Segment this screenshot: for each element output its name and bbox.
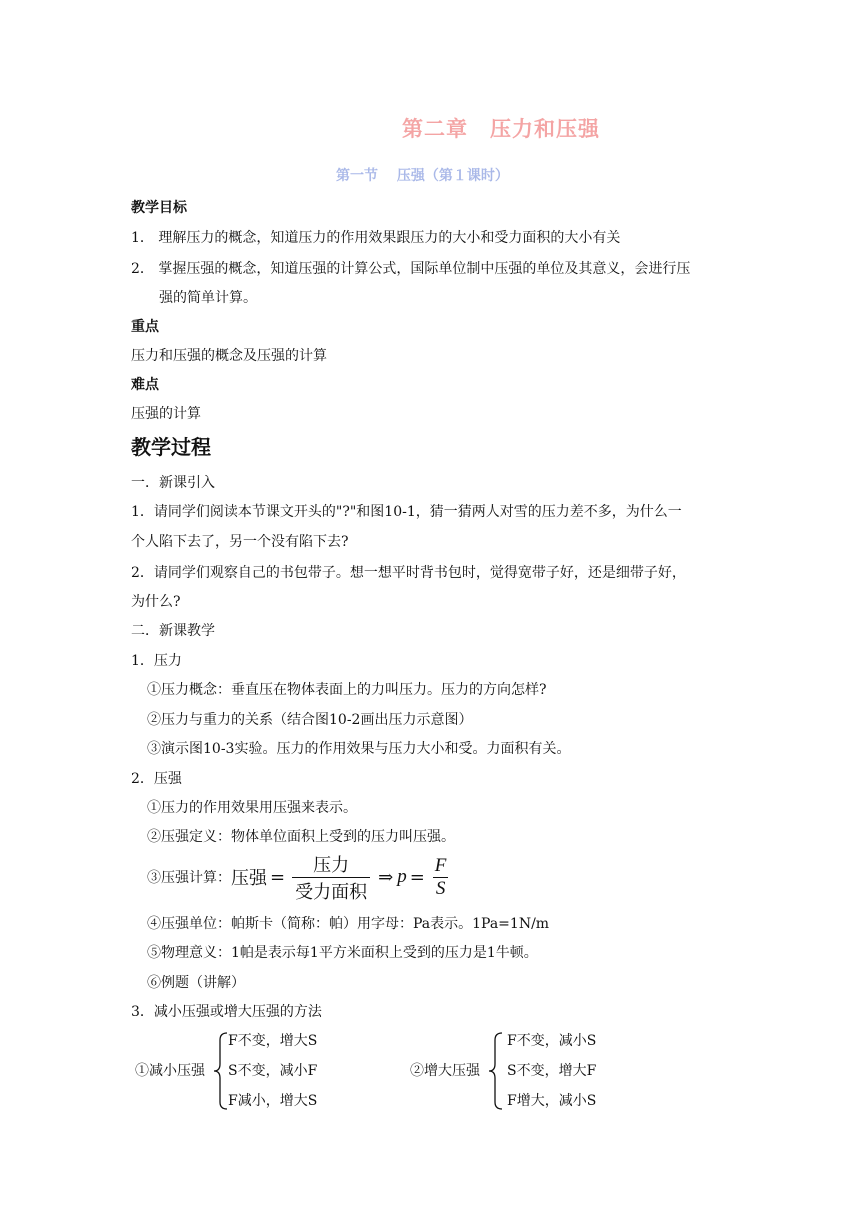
objectives-heading: 教学目标 <box>131 200 187 216</box>
formula-label: ③压强计算： <box>147 870 231 886</box>
formula-implies-arrow: ⇒ <box>378 866 394 888</box>
formula-lhs: 压强 <box>231 868 267 889</box>
key-point-text: 压力和压强的概念及压强的计算 <box>131 348 327 364</box>
intro-question-1-line2: 个人陷下去了，另一个没有陷下去? <box>131 534 349 550</box>
difficulty-text: 压强的计算 <box>131 406 201 422</box>
reduce-method-1: F不变，增大S <box>228 1033 318 1049</box>
formula-S-symbol: S <box>433 877 449 900</box>
intensity-heading: 2．压强 <box>131 771 182 787</box>
chapter-title: 第二章 压力和压强 <box>402 116 600 141</box>
formula-equals: = <box>270 866 286 888</box>
intro-question-2-line1: 2．请同学们观察自己的书包带子。想一想平时背书包时，觉得宽带子好，还是细带子好， <box>131 565 686 581</box>
methods-heading: 3．减小压强或增大压强的方法 <box>131 1004 322 1020</box>
reduce-method-2: S不变，减小F <box>228 1063 318 1079</box>
intensity-point-1: ①压力的作用效果用压强来表示。 <box>147 800 357 816</box>
objective-1: 1． 理解压力的概念，知道压力的作用效果跟压力的大小和受力面积的大小有关 <box>131 230 621 246</box>
section-title: 第一节 压强（第１课时） <box>336 168 509 184</box>
teaching-heading: 二．新课教学 <box>131 623 215 639</box>
increase-pressure-group <box>410 1028 650 1114</box>
pressure-point-1: ①压力概念：垂直压在物体表面上的力叫压力。压力的方向怎样? <box>147 682 547 698</box>
formula-F-symbol: F <box>434 854 447 876</box>
intensity-point-5: ⑤物理意义：1帕是表示每1平方米面积上受到的压力是1牛顿。 <box>147 945 538 961</box>
intro-question-2-line2: 为什么? <box>131 594 181 610</box>
reduce-pressure-group <box>135 1028 375 1114</box>
increase-brace-icon <box>488 1032 504 1110</box>
intensity-point-6: ⑥例题（讲解） <box>147 975 245 991</box>
increase-pressure-label: ②增大压强 <box>410 1063 480 1079</box>
formula-denominator: 受力面积 <box>292 877 370 904</box>
objective-2-line1: 2． 掌握压强的概念，知道压强的计算公式，国际单位制中压强的单位及其意义，会进行压 <box>131 261 691 277</box>
intensity-point-2: ②压强定义：物体单位面积上受到的压力叫压强。 <box>147 829 455 845</box>
difficulty-heading: 难点 <box>131 377 159 393</box>
formula-numerator: 压力 <box>313 854 350 876</box>
key-point-heading: 重点 <box>131 319 159 335</box>
formula-equals-2: = <box>409 866 425 888</box>
increase-method-2: S不变，增大F <box>507 1063 597 1079</box>
formula-p-symbol: p <box>397 866 407 887</box>
pressure-formula <box>147 852 453 902</box>
reduce-method-3: F减小，增大S <box>228 1093 318 1109</box>
intensity-point-4: ④压强单位：帕斯卡（简称：帕）用字母：Pa表示。1Pa=1N/m <box>147 916 550 932</box>
increase-method-1: F不变，减小S <box>507 1033 597 1049</box>
pressure-heading: 1．压力 <box>131 653 182 669</box>
formula-fraction-words <box>292 851 370 904</box>
increase-method-3: F增大，减小S <box>507 1093 597 1109</box>
pressure-point-3: ③演示图10-3实验。压力的作用效果与压力大小和受。力面积有关。 <box>147 741 571 757</box>
pressure-point-2: ②压力与重力的关系（结合图10-2画出压力示意图） <box>147 712 473 728</box>
formula-fraction-symbols <box>432 855 450 900</box>
intro-question-1-line1: 1．请同学们阅读本节课文开头的"?"和图10-1，猜一猜两人对雪的压力差不多，为什么一 <box>131 504 682 520</box>
reduce-brace-icon <box>213 1032 229 1110</box>
reduce-pressure-label: ①减小压强 <box>135 1063 205 1079</box>
process-heading: 教学过程 <box>131 435 211 459</box>
intro-heading: 一．新课引入 <box>131 475 215 491</box>
objective-2-line2: 强的简单计算。 <box>159 290 257 306</box>
